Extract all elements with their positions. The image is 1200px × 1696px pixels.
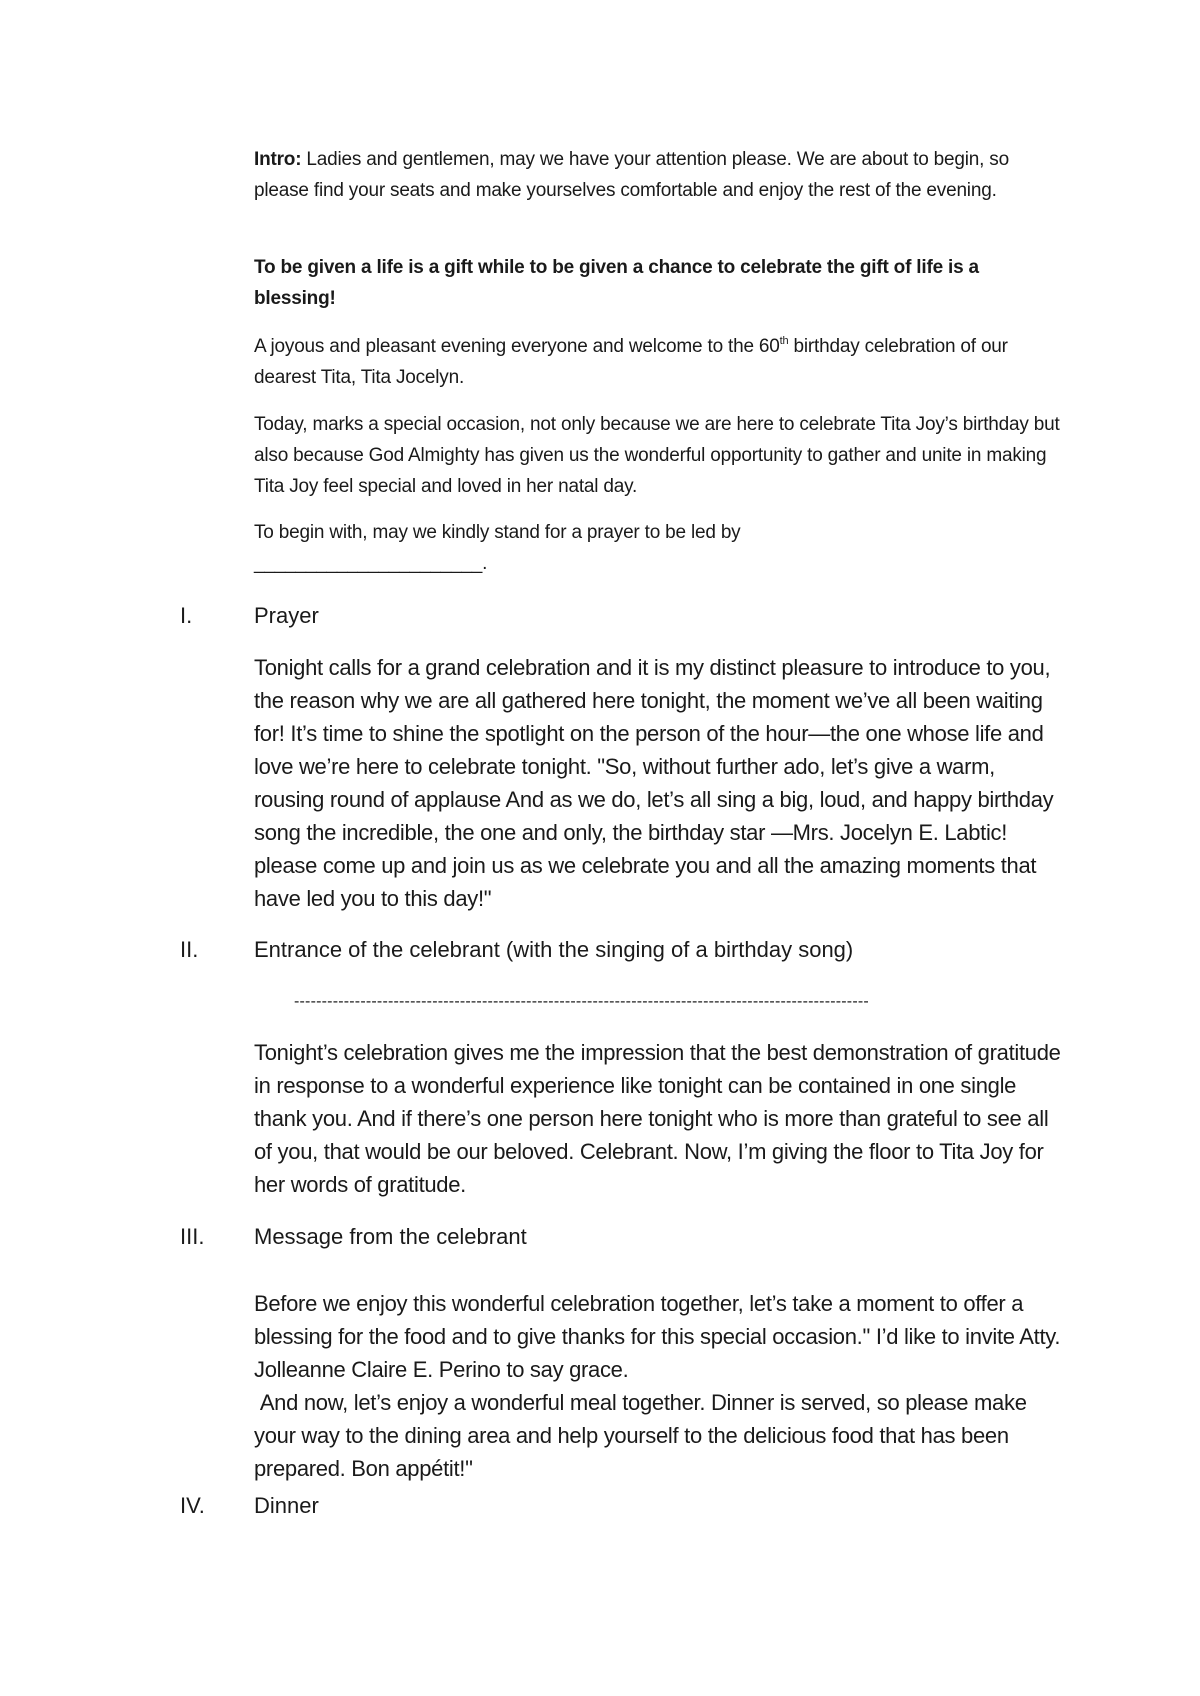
section-title-dinner: Dinner <box>254 1493 319 1518</box>
welcome-text-start: A joyous and pleasant evening everyone and welcome to the 60 <box>254 336 780 357</box>
dashed-divider: -------------------------------------------------------------------------------------------------------- <box>294 993 869 1010</box>
intro-text: Ladies and gentlemen, may we have your attention please. We are about to begin, so please find your seats and make yourselves comfortable and enjoy the rest of the evening. <box>254 149 1009 201</box>
grace-paragraph: Before we enjoy this wonderful celebration together, let’s take a moment to offer a blessing for the food and to give thanks for this special occasion." I’d like to invite Atty. Jolleanne Claire E. Perino to say grace. <box>254 1291 1061 1382</box>
intro-label: Intro: <box>254 149 302 170</box>
section-title-message: Message from the celebrant <box>254 1224 527 1249</box>
intro-paragraph <box>254 144 1064 206</box>
welcome-text-end: birthday celebration of our dearest Tita, Tita Jocelyn. <box>254 336 1008 388</box>
section-number-4: IV. <box>180 1493 205 1518</box>
section-title-prayer: Prayer <box>254 603 319 628</box>
gratitude-paragraph: Tonight’s celebration gives me the impression that the best demonstration of gratitude in response to a wonderful experience like tonight can be contained in one single thank you. And if there’s one person here tonight who is more than grateful to see all of you, that would be our beloved. Celebrant. Now, I’m giving the floor to Tita Joy for her words of gratitude. <box>254 1040 1061 1197</box>
section-number-2: II. <box>180 937 199 962</box>
section-title-entrance: Entrance of the celebrant (with the singing of a birthday song) <box>254 937 854 962</box>
section-number-1: I. <box>180 603 193 628</box>
spotlight-paragraph: Tonight calls for a grand celebration and it is my distinct pleasure to introduce to you, the reason why we are all gathered here tonight, the moment we’ve all been waiting for! It’s time to shine the spotlight on the person of the hour—the one whose life and love we’re here to celebrate tonight. "So, without further ado, let’s give a warm, rousing round of applause And as we do, let’s all sing a big, loud, and happy birthday song the incredible, the one and only, the birthday star —Mrs. Jocelyn E. Labtic! please come up and join us as we celebrate you and all the amazing moments that have led you to this day!" <box>254 655 1054 911</box>
ordinal-suffix: th <box>779 335 789 347</box>
prayer-intro-line: To begin with, may we kindly stand for a prayer to be led by <box>254 522 741 543</box>
section-number-3: III. <box>180 1224 205 1249</box>
prayer-leader-blank: ______________________. <box>254 553 488 574</box>
occasion-paragraph: Today, marks a special occasion, not only because we are here to celebrate Tita Joy’s birthday but also because God Almighty has given us the wonderful opportunity to gather and unite in making Tita Joy feel special and loved in her natal day. <box>254 414 1060 497</box>
prayer-intro-paragraph <box>254 517 1064 579</box>
blessing-quote: To be given a life is a gift while to be given a chance to celebrate the gift of life is a blessing! <box>254 257 979 309</box>
dinner-paragraph: And now, let’s enjoy a wonderful meal together. Dinner is served, so please make your way to the dining area and help yourself to the delicious food that has been prepared. Bon appétit!" <box>254 1390 1033 1481</box>
welcome-paragraph <box>254 331 1064 393</box>
